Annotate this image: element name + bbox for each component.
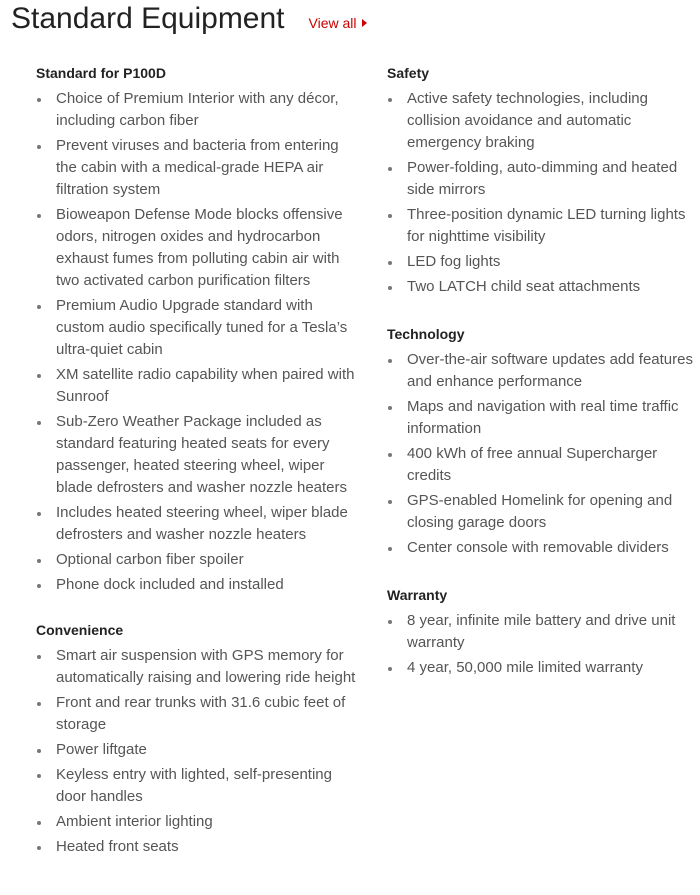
list-item (36, 502, 356, 546)
list-item (387, 204, 699, 248)
bullet-icon (37, 749, 41, 753)
list-item (387, 88, 699, 154)
bullet-icon (37, 98, 41, 102)
list-item (387, 490, 699, 534)
header (11, 0, 367, 38)
bullet-icon (388, 667, 392, 671)
list-item (387, 396, 699, 440)
list-item (36, 549, 356, 571)
list-item-text: Choice of Premium Interior with any décor, including carbon fiber (56, 90, 339, 129)
list-item-text: Maps and navigation with real time traffic information (407, 398, 679, 437)
list-item (36, 811, 356, 833)
list-item-text: Center console with removable dividers (407, 539, 669, 556)
bullet-icon (388, 547, 392, 551)
bullet-icon (388, 167, 392, 171)
list-item (387, 276, 699, 298)
list-item (387, 657, 699, 679)
list-item (36, 88, 356, 132)
list-item-text: Includes heated steering wheel, wiper blade defrosters and washer nozzle heaters (56, 504, 348, 543)
bullet-icon (388, 406, 392, 410)
list-item-text: Two LATCH child seat attachments (407, 278, 641, 295)
list-item (387, 443, 699, 487)
list-item-text: Active safety technologies, including collision avoidance and automatic emergency braking (407, 90, 648, 151)
bullet-icon (37, 655, 41, 659)
list-item (36, 739, 356, 761)
list-item (36, 411, 356, 499)
bullet-icon (37, 846, 41, 850)
list-item (36, 135, 356, 201)
list-item (387, 157, 699, 201)
bullet-icon (388, 261, 392, 265)
list-item-text: Ambient interior lighting (56, 813, 213, 830)
list-item-text: Phone dock included and installed (56, 576, 284, 593)
bullet-icon (37, 774, 41, 778)
list-item (36, 692, 356, 736)
list-item-text: Optional carbon fiber spoiler (56, 551, 244, 568)
list-item (36, 836, 356, 858)
list-item-text: Smart air suspension with GPS memory for automatically raising and lowering ride height (56, 647, 356, 686)
list-item (387, 537, 699, 559)
section-title: Convenience (36, 622, 124, 638)
view-all-link[interactable] (309, 15, 367, 31)
list-item-text: Power-folding, auto-dimming and heated side mirrors (407, 159, 678, 198)
list-item-text: Sub-Zero Weather Package included as standard featuring heated seats for every passenger, heated steering wheel, wiper blade defrosters and washer nozzle heaters (56, 413, 348, 496)
bullet-icon (388, 286, 392, 290)
bullet-icon (37, 374, 41, 378)
list-item-text: Three-position dynamic LED turning lights for nighttime visibility (407, 206, 686, 245)
section-title: Warranty (387, 587, 448, 603)
bullet-icon (388, 500, 392, 504)
list-item (36, 764, 356, 808)
list-item-text: Bioweapon Defense Mode blocks offensive odors, nitrogen oxides and hydrocarbon exhaust fumes from polluting cabin air with two activated carbon purification filters (56, 206, 343, 289)
section-title: Safety (387, 65, 430, 81)
bullet-icon (388, 214, 392, 218)
list-item-text: 4 year, 50,000 mile limited warranty (407, 659, 643, 676)
page-title: Standard Equipment (11, 2, 285, 35)
list-item (36, 574, 356, 596)
feature-list (387, 88, 699, 298)
list-item-text: Premium Audio Upgrade standard with custom audio specifically tuned for a Tesla’s ultra-quiet cabin (56, 297, 348, 358)
list-item-text: 400 kWh of free annual Supercharger credits (407, 445, 658, 484)
list-item (36, 295, 356, 361)
list-item (36, 204, 356, 292)
bullet-icon (37, 305, 41, 309)
list-item (36, 364, 356, 408)
list-item-text: Front and rear trunks with 31.6 cubic feet of storage (56, 694, 346, 733)
list-item-text: XM satellite radio capability when paired with Sunroof (56, 366, 355, 405)
list-item-text: LED fog lights (407, 253, 501, 270)
list-item (387, 349, 699, 393)
list-item (36, 645, 356, 689)
section-title: Standard for P100D (36, 65, 166, 81)
bullet-icon (388, 620, 392, 624)
section-title: Technology (387, 326, 465, 342)
section-safety (387, 64, 699, 298)
list-item-text: Prevent viruses and bacteria from entering the cabin with a medical-grade HEPA air filtration system (56, 137, 339, 198)
feature-list (36, 88, 356, 596)
list-item-text: 8 year, infinite mile battery and drive unit warranty (407, 612, 676, 651)
list-item-text: Heated front seats (56, 838, 179, 855)
section-warranty (387, 586, 699, 679)
bullet-icon (388, 98, 392, 102)
section-technology (387, 325, 699, 559)
list-item (387, 251, 699, 273)
bullet-icon (37, 702, 41, 706)
feature-list (36, 645, 356, 858)
bullet-icon (37, 559, 41, 563)
feature-list (387, 610, 699, 679)
section-convenience (36, 621, 356, 858)
bullet-icon (37, 214, 41, 218)
list-item-text: Keyless entry with lighted, self-presenting door handles (56, 766, 332, 805)
feature-list (387, 349, 699, 559)
view-all-label: View all (308, 15, 357, 31)
bullet-icon (37, 512, 41, 516)
list-item (387, 610, 699, 654)
list-item-text: Over-the-air software updates add features and enhance performance (407, 351, 693, 390)
bullet-icon (37, 821, 41, 825)
bullet-icon (388, 359, 392, 363)
list-item-text: Power liftgate (56, 741, 147, 758)
bullet-icon (37, 145, 41, 149)
list-item-text: GPS-enabled Homelink for opening and closing garage doors (407, 492, 673, 531)
bullet-icon (388, 453, 392, 457)
bullet-icon (37, 421, 41, 425)
bullet-icon (37, 584, 41, 588)
section-standard-for-p100d (36, 64, 356, 596)
arrow-right-icon (362, 19, 367, 27)
